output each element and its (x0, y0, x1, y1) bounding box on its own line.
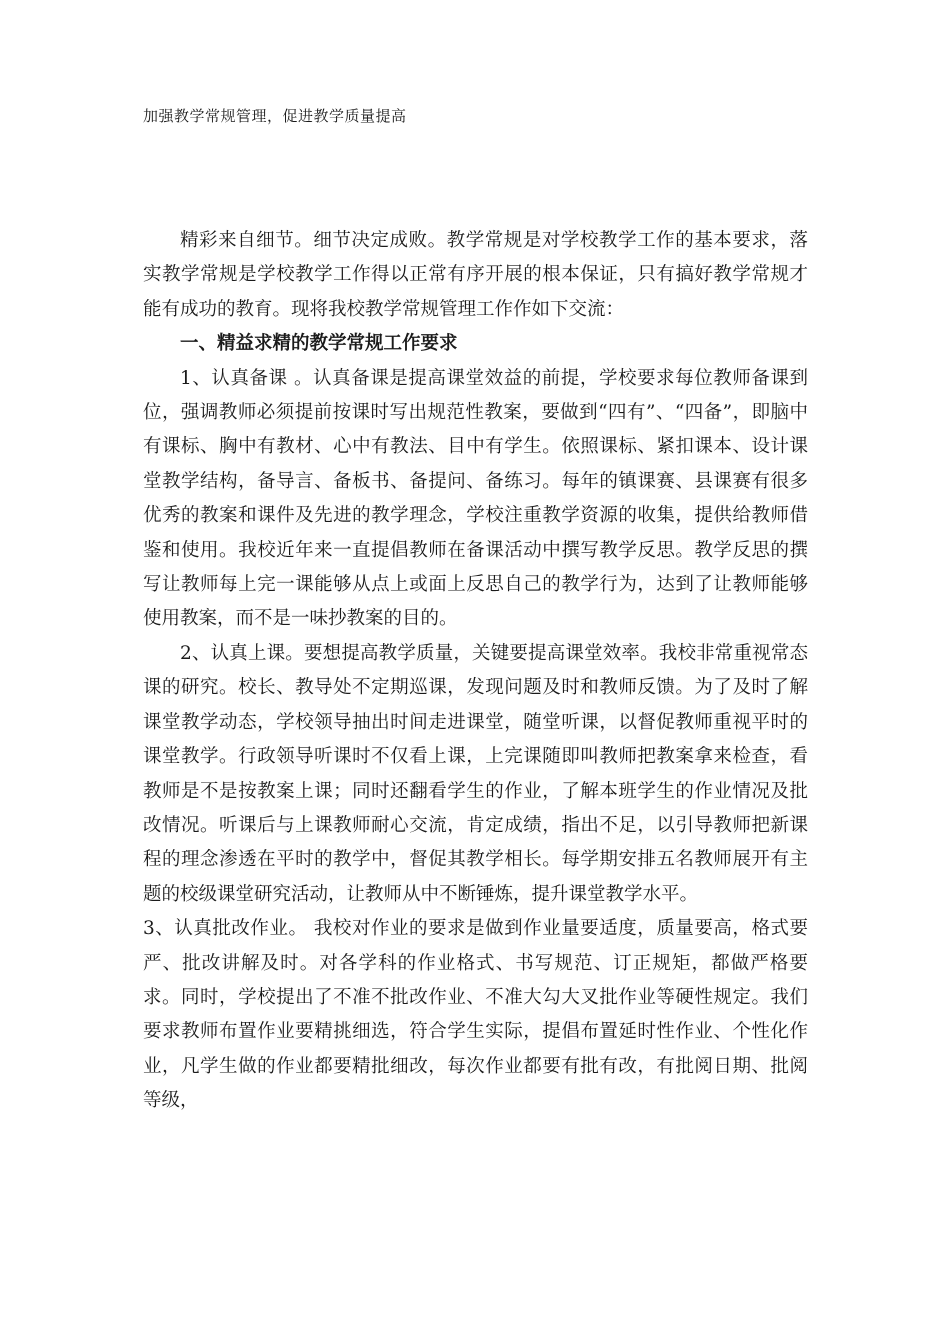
intro-paragraph: 精彩来自细节。细节决定成败。教学常规是对学校教学工作的基本要求，落实教学常规是学校教学工作得以正常有序开展的根本保证，只有搞好教学常规才能有成功的教育。现将我校教学常规管理工作作如下交流： (143, 230, 808, 320)
paragraph-homework: 3、认真批改作业。 我校对作业的要求是做到作业量要适度，质量要高，格式要严、批改讲解及时。对各学科的作业格式、书写规范、订正规矩，都做严格要求。同时，学校提出了不准不批改作业、不准大勾大叉批作业等硬性规定。我们要求教师布置作业要精挑细选，符合学生实际，提倡布置延时性作业、个性化作业，凡学生做的作业都要精批细改，每次作业都要有批有改，有批阅日期、批阅等级， (143, 918, 808, 1112)
document-title: 加强教学常规管理，促进教学质量提高 (143, 107, 407, 125)
section-heading: 一、精益求精的教学常规工作要求 (180, 333, 458, 355)
paragraph-teaching: 2、认真上课。要想提高教学质量，关键要提高课堂效率。我校非常重视常态课的研究。校长、教导处不定期巡课，发现问题及时和教师反馈。为了及时了解课堂教学动态，学校领导抽出时间走进课堂，随堂听课，以督促教师重视平时的课堂教学。行政领导听课时不仅看上课，上完课随即叫教师把教案拿来检查，看教师是不是按教案上课；同时还翻看学生的作业，了解本班学生的作业情况及批改情况。听课后与上课教师耐心交流，肯定成绩，指出不足，以引导教师把新课程的理念渗透在平时的教学中，督促其教学相长。每学期安排五名教师展开有主题的校级课堂研究活动，让教师从中不断锤炼，提升课堂教学水平。 (143, 642, 808, 905)
document-body (143, 224, 808, 1119)
paragraph-lesson-prep: 1、认真备课 。认真备课是提高课堂效益的前提，学校要求每位教师备课到位，强调教师必须提前按课时写出规范性教案，要做到“四有”、“四备”，即脑中有课标、胸中有教材、心中有教法、目中有学生。依照课标、紧扣课本、设计课堂教学结构，备导言、备板书、备提问、备练习。每年的镇课赛、县课赛有很多优秀的教案和课件及先进的教学理念，学校注重教学资源的收集，提供给教师借鉴和使用。我校近年来一直提倡教师在备课活动中撰写教学反思。教学反思的撰写让教师每上完一课能够从点上或面上反思自己的教学行为，达到了让教师能够使用教案，而不是一味抄教案的目的。 (143, 367, 808, 630)
